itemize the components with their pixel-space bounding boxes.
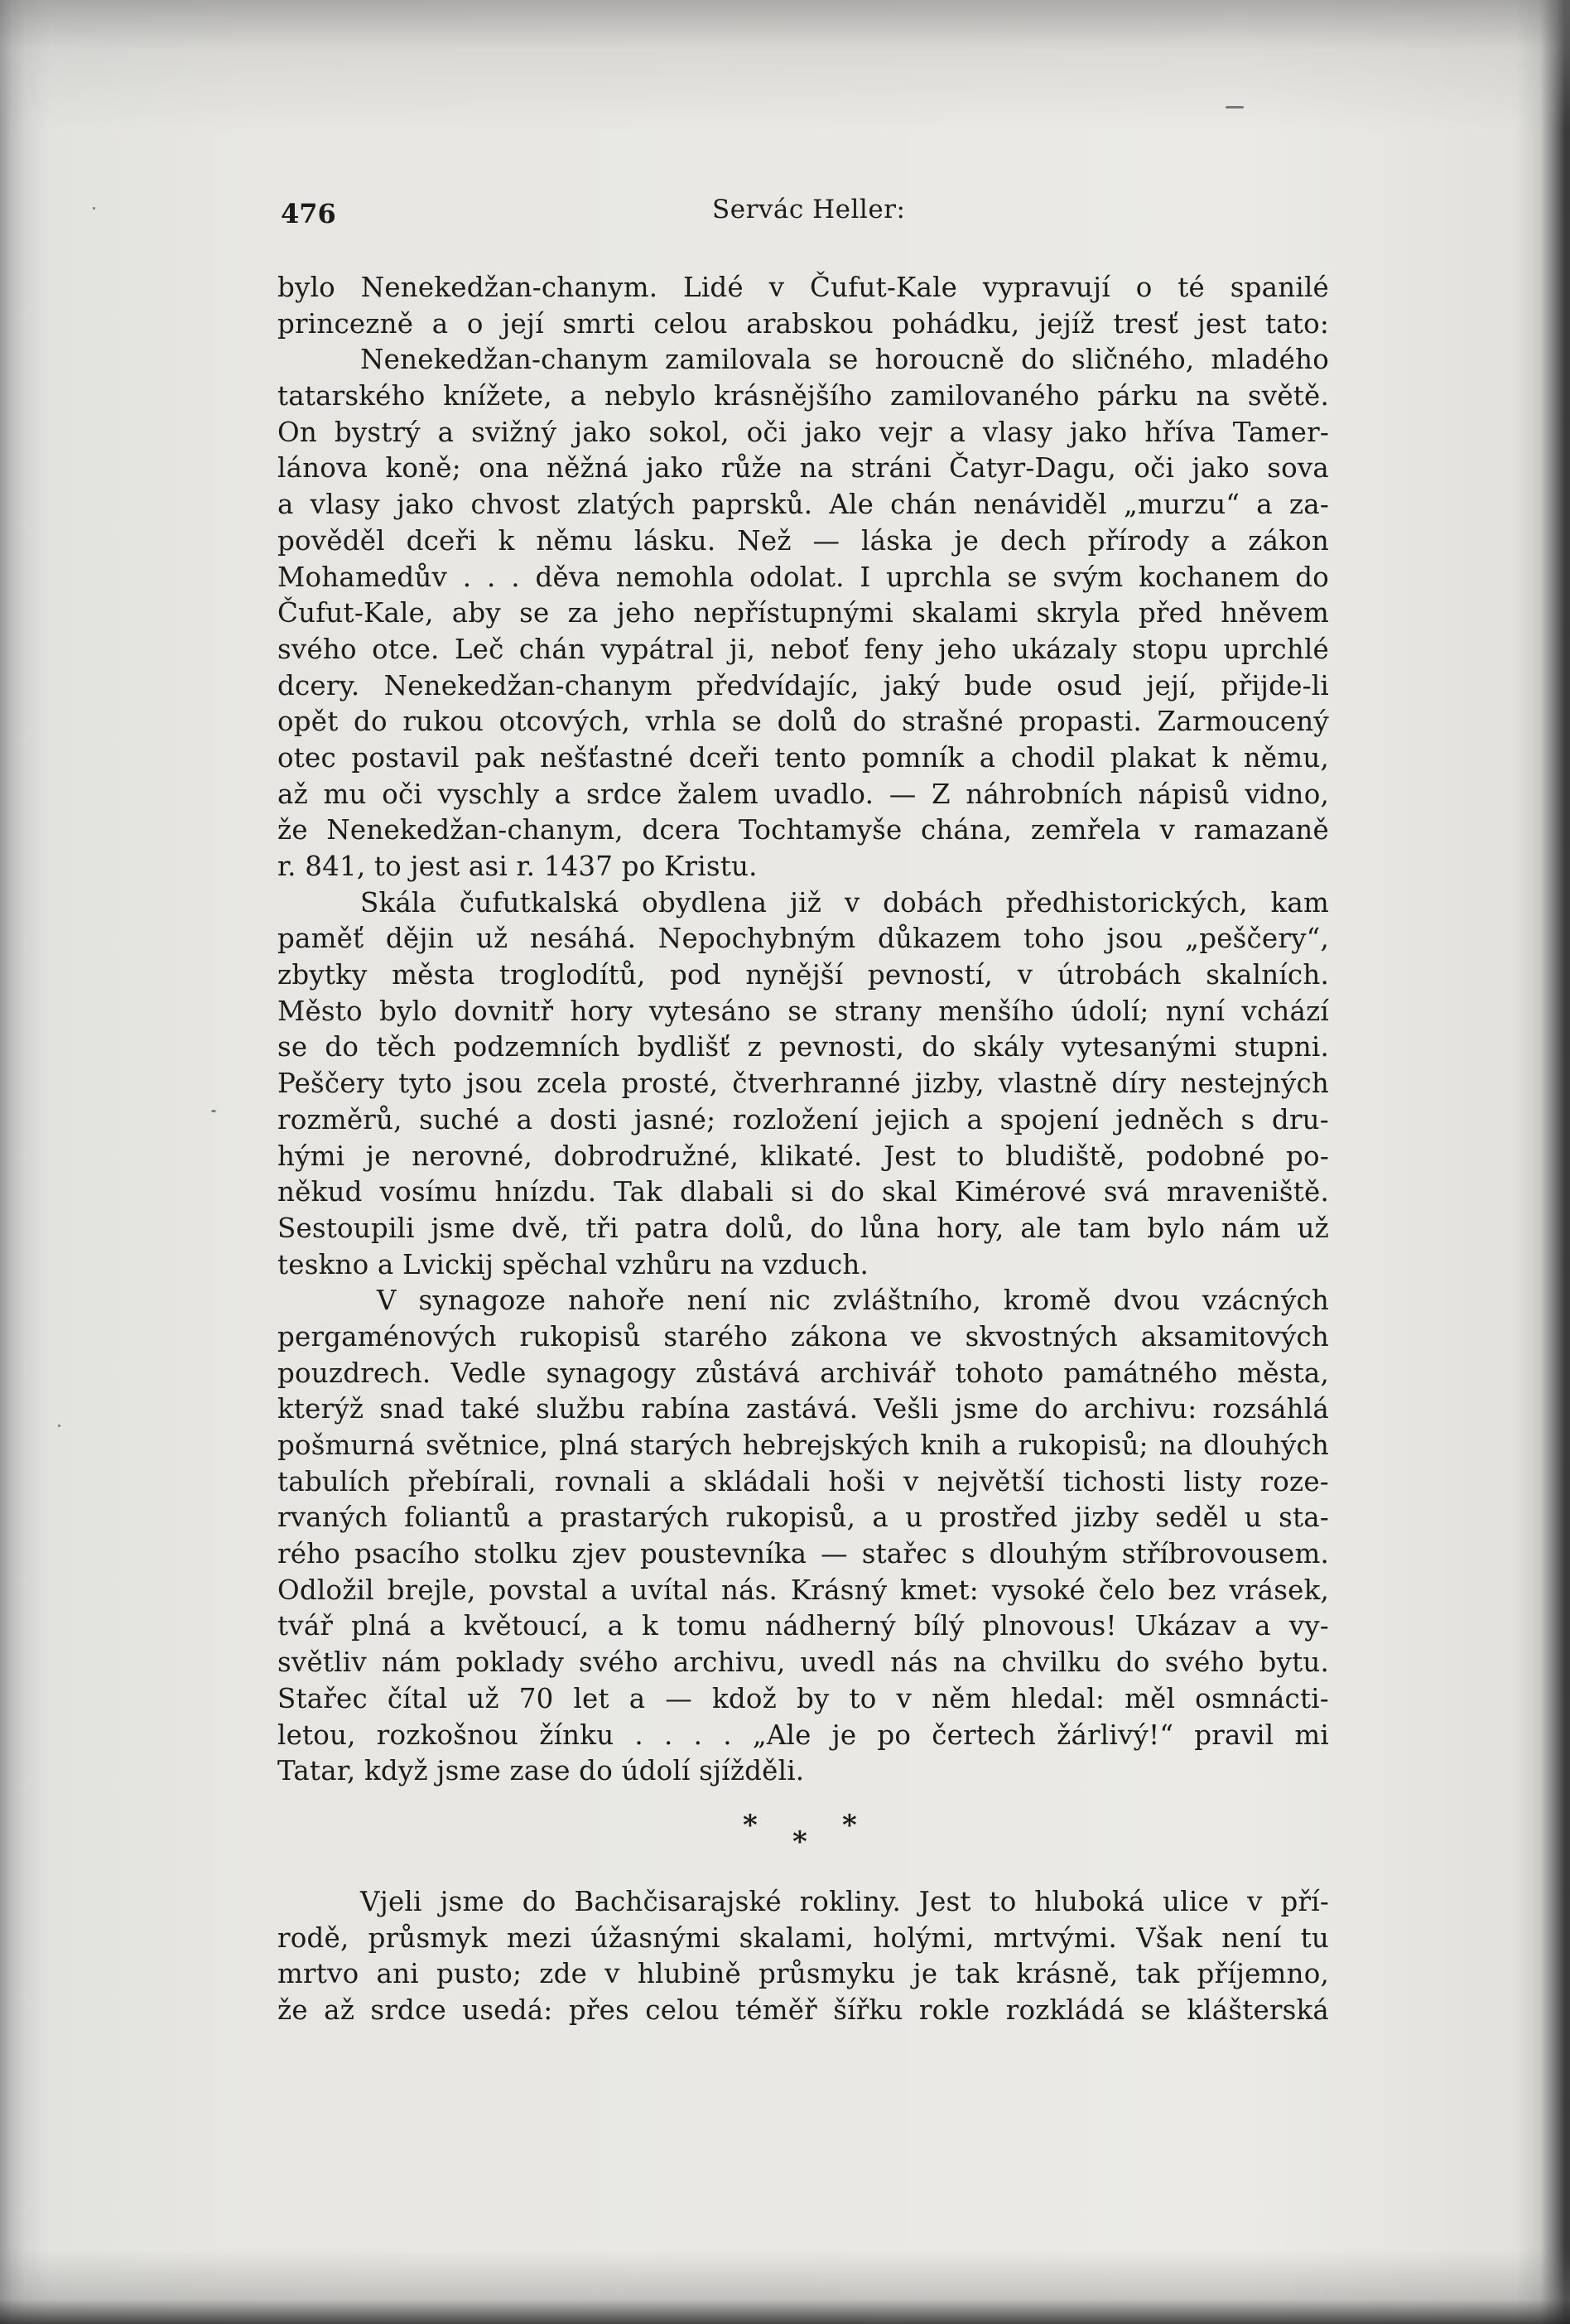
text-line: Stařec čítal už 70 let a — kdož by to v něm hledal: měl osmnácti- (277, 1682, 1329, 1714)
separator-star: * (792, 1825, 807, 1859)
text-line: pouzdrech. Vedle synagogy zůstává archivář tohoto památného města, (277, 1357, 1329, 1389)
text-line: Nenekedžan-chanym zamilovala se horoucně do sličného, mladého (360, 344, 1329, 376)
text-line: tatarského knížete, a nebylo krásnějšího zamilovaného párku na světě. (277, 380, 1329, 412)
page-header (277, 186, 1329, 228)
body-text (277, 270, 1329, 2029)
text-line: Skála čufutkalská obydlena již v dobách předhistorických, kam (360, 886, 1329, 919)
text-line: otec postavil pak nešťastné dceři tento pomník a chodil plakat k němu, (277, 741, 1329, 774)
text-line: teskno a Lvickij spěchal vzhůru na vzduch. (277, 1248, 869, 1280)
text-line: rého psacího stolku zjev poustevníka — stařec s dlouhým stříbrovousem. (277, 1538, 1329, 1570)
text-line: pošmurná světnice, plná starých hebrejských knih a rukopisů; na dlouhých (277, 1430, 1329, 1461)
text-line: svého otce. Leč chán vypátral ji, neboť feny jeho ukázaly stopu uprchlé (277, 633, 1329, 665)
text-line: princezně a o její smrti celou arabskou pohádku, jejíž tresť jest tato: (277, 307, 1329, 340)
text-line: V synagoze nahoře není nic zvláštního, kromě dvou vzácných (377, 1285, 1329, 1317)
running-head: Servác Heller: (712, 195, 906, 224)
text-line: lánova koně; ona něžná jako růže na stráni Čatyr-Dagu, oči jako sova (277, 452, 1329, 485)
scan-bottom-shadow (0, 2249, 1570, 2324)
text-line: letou, rozkošnou žínku . . . . „Ale je po čertech žárlivý!“ pravil mi (277, 1719, 1329, 1751)
text-line: On bystrý a svižný jako sokol, oči jako vejr a vlasy jako hříva Tamer- (277, 416, 1329, 448)
paragraph (277, 270, 1329, 885)
dust-speck (58, 1425, 60, 1427)
text-line: rozměrů, suché a dosti jasné; rozložení jejich a spojení jedněch s dru- (277, 1103, 1329, 1135)
text-line: mrtvo ani pusto; zde v hlubině průsmyku je tak krásně, tak příjemno, (277, 1958, 1329, 1990)
separator-gap (277, 1864, 1329, 1884)
text-line: r. 841, to jest asi r. 1437 po Kristu. (277, 851, 758, 882)
text-line: až mu oči vyschly a srdce žalem uvadlo. — Z náhrobních nápisů vidno, (277, 778, 1329, 810)
scan-top-shadow (0, 0, 1570, 133)
text-line: Tatar, když jsme zase do údolí sjížděli. (277, 1755, 805, 1787)
text-line: zbytky města troglodítů, pod nynější pevností, v útrobách skalních. (277, 959, 1329, 991)
text-line: a vlasy jako chvost zlatých paprsků. Ale chán nenáviděl „murzu“ a za- (277, 489, 1329, 521)
text-line: tvář plná a květoucí, a k tomu nádherný bílý plnovous! Ukázav a vy- (277, 1610, 1329, 1642)
text-line: dcery. Nenekedžan-chanym předvídajíc, jaký bude osud její, přijde-li (277, 669, 1329, 702)
page-number: 476 (281, 198, 336, 229)
text-line: Sestoupili jsme dvě, tři patra dolů, do lůna hory, ale tam bylo nám už (277, 1212, 1329, 1244)
text-line: Vjeli jsme do Bachčisarajské rokliny. Jest to hluboká ulice v pří- (360, 1885, 1329, 1917)
text-line: pergaménových rukopisů starého zákona ve skvostných aksamitových (277, 1320, 1329, 1352)
book-page (277, 186, 1329, 2026)
dust-speck (93, 207, 95, 210)
paragraph (277, 1884, 1329, 2029)
text-line: se do těch podzemních bydlišť z pevnosti, do skály vytesanými stupni. (277, 1031, 1329, 1063)
text-line: pověděl dceři k němu lásku. Než — láska je dech přírody a zákon (277, 524, 1329, 557)
text-line: že až srdce usedá: přes celou téměř šířku rokle rozkládá se klášterská (277, 1994, 1329, 2026)
text-line: bylo Nenekedžan-chanym. Lidé v Čufut-Kale vypravují o té spanilé (277, 272, 1329, 303)
dust-speck (1226, 106, 1244, 108)
text-line: někud vosímu hnízdu. Tak dlabali si do skal Kimérové svá mraveniště. (277, 1176, 1329, 1208)
text-line: tabulích přebírali, rovnali a skládali hoši v největší tichosti listy roze- (277, 1465, 1329, 1497)
text-line: Čufut-Kale, aby se za jeho nepřístupnými skalami skryla před hněvem (277, 597, 1329, 629)
text-line: paměť dějin už nesáhá. Nepochybným důkazem toho jsou „peščery“, (277, 923, 1329, 955)
text-line: Mohamedův . . . děva nemohla odolat. I uprchla se svým kochanem do (277, 561, 1329, 593)
text-line: že Nenekedžan-chanym, dcera Tochtamyše chána, zemřela v ramazaně (277, 814, 1329, 846)
text-line: rvaných foliantů a prastarých rukopisů, a u prostřed jizby seděl u sta- (277, 1502, 1329, 1534)
text-line: světliv nám poklady svého archivu, uvedl nás na chvilku do svého bytu. (277, 1647, 1329, 1679)
separator-star: * (842, 1808, 857, 1842)
text-line: Odložil brejle, povstal a uvítal nás. Krásný kmet: vysoké čelo bez vrásek, (277, 1574, 1329, 1606)
text-line: Město bylo dovnitř hory vytesáno se strany menšího údolí; nyní vchází (277, 995, 1329, 1027)
text-line: kterýž snad také službu rabína zastává. Vešli jsme do archivu: rozsáhlá (277, 1393, 1329, 1425)
text-line: hými je nerovné, dobrodružné, klikaté. Jest to bludiště, podobné po- (277, 1140, 1329, 1172)
separator-star: * (743, 1808, 758, 1842)
text-line: Peščery tyto jsou zcela prosté, čtverhranné jizby, vlastně díry nestejných (277, 1068, 1329, 1100)
paragraph (277, 885, 1329, 1284)
section-separator (277, 1790, 1329, 1864)
text-line: opět do rukou otcových, vrhla se dolů do strašné propasti. Zarmoucený (277, 706, 1329, 738)
paragraph (277, 1283, 1329, 1790)
dust-speck (211, 1110, 216, 1112)
text-line: rodě, průsmyk mezi úžasnými skalami, holými, mrtvými. Však není tu (277, 1921, 1329, 1954)
